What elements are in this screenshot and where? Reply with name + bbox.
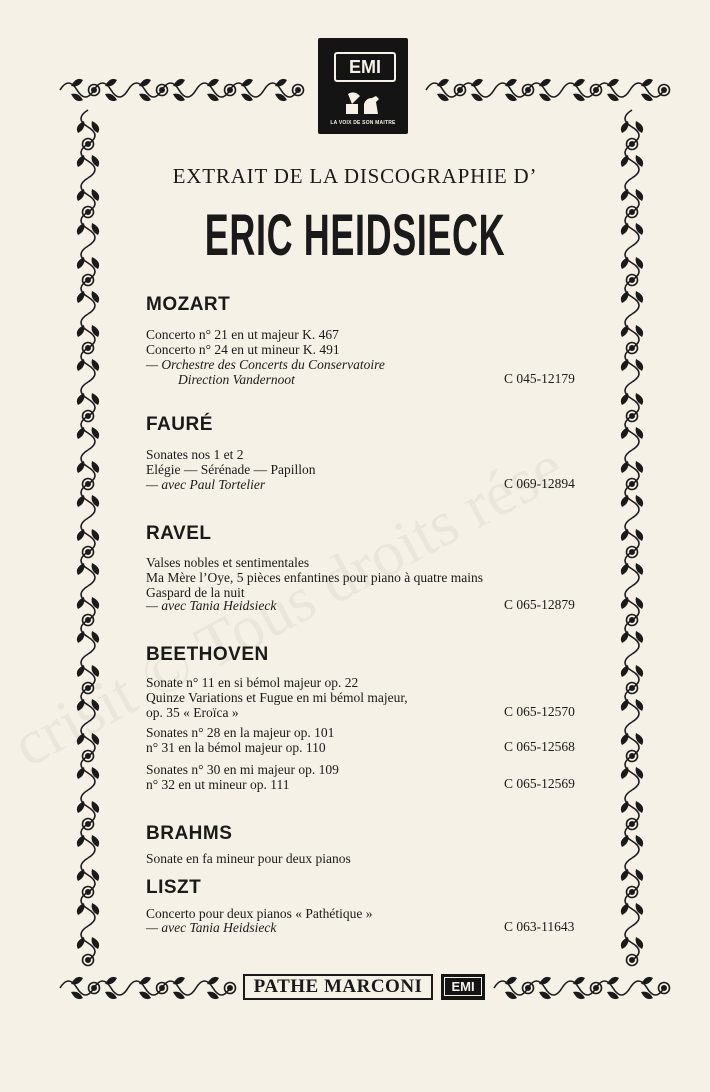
performer-line: — avec Tania Heidsieck: [146, 920, 277, 935]
catalog-number: C 069-12894: [504, 476, 575, 491]
catalog-number: C 065-12570: [504, 704, 575, 719]
work-line: Ma Mère l’Oye, 5 pièces enfantines pour piano à quatre mains: [146, 570, 484, 585]
composer-heading-beethoven: BEETHOVEN: [146, 644, 269, 665]
page-subtitle: EXTRAIT DE LA DISCOGRAPHIE D’: [172, 164, 538, 188]
work-line: Concerto pour deux pianos « Pathétique »: [146, 906, 373, 921]
pathe-marconi-label: PATHE MARCONI: [243, 974, 433, 1000]
catalog-number: C 065-12569: [504, 776, 575, 791]
work-line: Concerto n° 21 en ut majeur K. 467: [146, 327, 339, 342]
work-line: Gaspard de la nuit: [146, 585, 245, 600]
composer-heading-ravel: RAVEL: [146, 523, 212, 544]
performer-line: — avec Tania Heidsieck: [146, 598, 277, 613]
page-title: ERIC HEIDSIECK: [204, 203, 506, 268]
performer-line: Direction Vandernoot: [178, 372, 295, 387]
dog-gramophone-icon: [344, 90, 384, 116]
performer-line: — Orchestre des Concerts du Conservatoire: [146, 357, 385, 372]
border-right: [621, 110, 643, 966]
emi-logo: [318, 38, 408, 134]
catalog-number: C 065-12568: [504, 739, 575, 754]
work-line: Valses nobles et sentimentales: [146, 555, 310, 570]
composer-heading-faure: FAURÉ: [146, 414, 213, 435]
emi-logo-text: EMI: [334, 52, 396, 82]
emi-footer-text: EMI: [444, 977, 482, 996]
work-line: Concerto n° 24 en ut mineur K. 491: [146, 342, 340, 357]
border-left: [77, 110, 99, 966]
performer-line: — avec Paul Tortelier: [146, 477, 266, 492]
work-line: op. 35 « Eroïca »: [146, 705, 239, 720]
work-line: Sonates n° 30 en mi majeur op. 109: [146, 762, 339, 777]
work-line: Sonate n° 11 en si bémol majeur op. 22: [146, 675, 359, 690]
work-line: Sonate en fa mineur pour deux pianos: [146, 851, 351, 866]
catalog-number: C 045-12179: [504, 371, 575, 386]
work-line: Elégie — Sérénade — Papillon: [146, 462, 316, 477]
emi-footer-logo: [441, 974, 485, 1000]
composer-heading-brahms: BRAHMS: [146, 823, 233, 844]
catalog-number: C 063-11643: [504, 919, 575, 934]
catalog-number: C 065-12879: [504, 597, 575, 612]
work-line: Quinze Variations et Fugue en mi bémol majeur,: [146, 690, 408, 705]
work-line: Sonates nos 1 et 2: [146, 447, 244, 462]
work-line: n° 32 en ut mineur op. 111: [146, 777, 290, 792]
work-line: Sonates n° 28 en la majeur op. 101: [146, 725, 335, 740]
work-line: n° 31 en la bémol majeur op. 110: [146, 740, 326, 755]
composer-heading-liszt: LISZT: [146, 877, 202, 898]
emi-slogan: LA VOIX DE SON MAITRE: [330, 120, 396, 126]
composer-heading-mozart: MOZART: [146, 294, 231, 315]
